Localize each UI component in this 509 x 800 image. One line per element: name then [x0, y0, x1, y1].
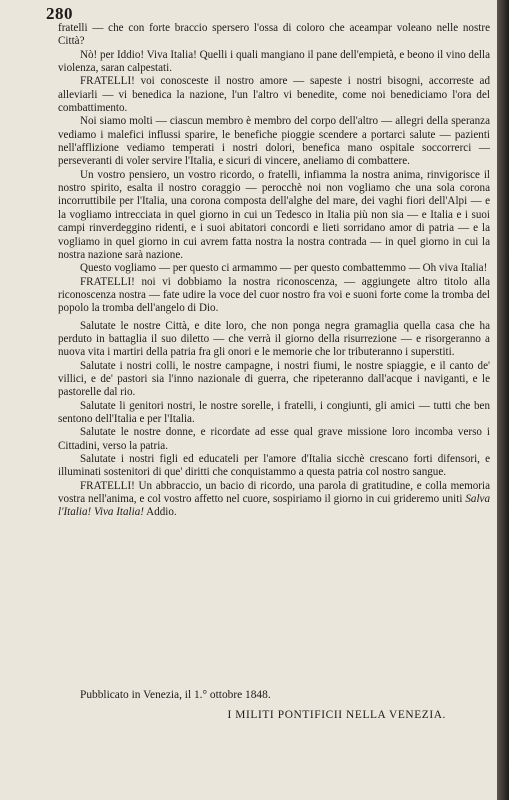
- paragraph: Salutate li genitori nostri, le nostre sorelle, i fratelli, i congiunti, gli amici — tutti che ben sentono dell'Italia e per l'Italia.: [58, 399, 490, 425]
- paragraph: FRATELLI! noi vi dobbiamo la nostra riconoscenza, — aggiungete altro titolo alla riconoscenza nostra — fate udire la voce del cuor nostro fra voi e suoni forte come la tromba del popolo la tromba dell'angelo di Dio.: [58, 275, 490, 315]
- page-number: 280: [46, 4, 73, 23]
- closing-text: FRATELLI! Un abbraccio, un bacio di ricordo, una parola di gratitudine, e colla memoria vostra nell'anima, e col vostro affetto nel cuore, sospiriamo il giorno in cui grideremo uniti: [58, 479, 490, 506]
- dateline: Pubblicato in Venezia, il 1.° ottobre 1848.: [80, 689, 271, 701]
- closing-italic: Salva l'Italia! Viva Italia!: [58, 493, 490, 519]
- paragraph: Salutate le nostre donne, e ricordate ad esse qual grave missione loro incomba verso i Cittadini, verso la patria.: [58, 426, 490, 452]
- paragraph: Salutate i nostri figli ed educateli per l'amore d'Italia sicchè crescano forti difensori, e illuminati sostenitori di que' diritti che conquistammo a questa patria col nostro sangue.: [58, 453, 490, 479]
- signoff: [58, 688, 490, 722]
- paragraph: Salutate i nostri colli, le nostre campagne, i nostri fiumi, le nostre spiaggie, e il canto de' villici, e de' pastori sia l'inno nazionale di guerra, che ripeteranno dall'acque i naviganti, e le pastorelle dal rio.: [58, 359, 490, 399]
- document-body: [58, 22, 490, 520]
- closing-after: Addio.: [143, 506, 177, 519]
- paragraph: Nò! per Iddio! Viva Italia! Quelli i quali mangiano il pane dell'empietà, e beono il vino della violenza, saran calpestati.: [58, 48, 490, 75]
- paragraph: FRATELLI! voi conosceste il nostro amore — sapeste i nostri bisogni, accorreste ad alleviarli — vi benedica la nazione, l'un l'altro vi benedite, come noi benediciamo l'ora del combattimento.: [58, 75, 490, 115]
- paragraph: Un vostro pensiero, un vostro ricordo, o fratelli, infiamma la nostra anima, rinvigorisce il nostro spirito, esalta il nostro coraggio — perocchè noi non vogliamo che una sola corona incorruttibile per l'Italia, una corona composta dell'alghe del mare, dei vaghi fiori dell'Alpi — e la vogliamo intrecciata in quel giorno in cui un Tedesco in Italia più non sia — e Italia e i suoi campi rinverdeggino ridenti, e i suoi abitatori concordi e lieti sorridano amor di patria — e la vogliamo in quel giorno in cui avrem fatta nostra la nostra contrada — in quel giorno in cui la nostra nazione sarà nazione.: [58, 168, 490, 261]
- closing-paragraph: [58, 480, 490, 520]
- paragraph: Questo vogliamo — per questo ci armammo — per questo combattemmo — Oh viva Italia!: [80, 262, 488, 275]
- paragraph-continuation: fratelli — che con forte braccio spersero l'ossa di coloro che aceampar voleano nelle nostre Città?: [58, 22, 490, 48]
- paragraph: Salutate le nostre Città, e dite loro, che non ponga negra gramaglia quella casa che ha perduto in battaglia il suo diletto — che verrà il giorno della risurrezione — e risorgeranno a nuova vita i martiri della patria fra gli onori e le memorie che lor tributeranno i superstiti.: [58, 319, 490, 359]
- signature: I MILITI PONTIFICII NELLA VENEZIA.: [227, 709, 446, 721]
- paragraph: Noi siamo molti — ciascun membro è membro del corpo dell'altro — allegri della speranza vediamo i malefici influssi sparire, le benefiche pioggie scendere a portarci salute — pazienti nell'afflizione vediamo temperati i nostri dolori, benefica mano ospitale soccorrerci — perseveranti di voler servire l'Italia, e sicuri di vincere, aneliamo di combattere.: [58, 115, 490, 168]
- page-edge-shadow: [497, 0, 509, 800]
